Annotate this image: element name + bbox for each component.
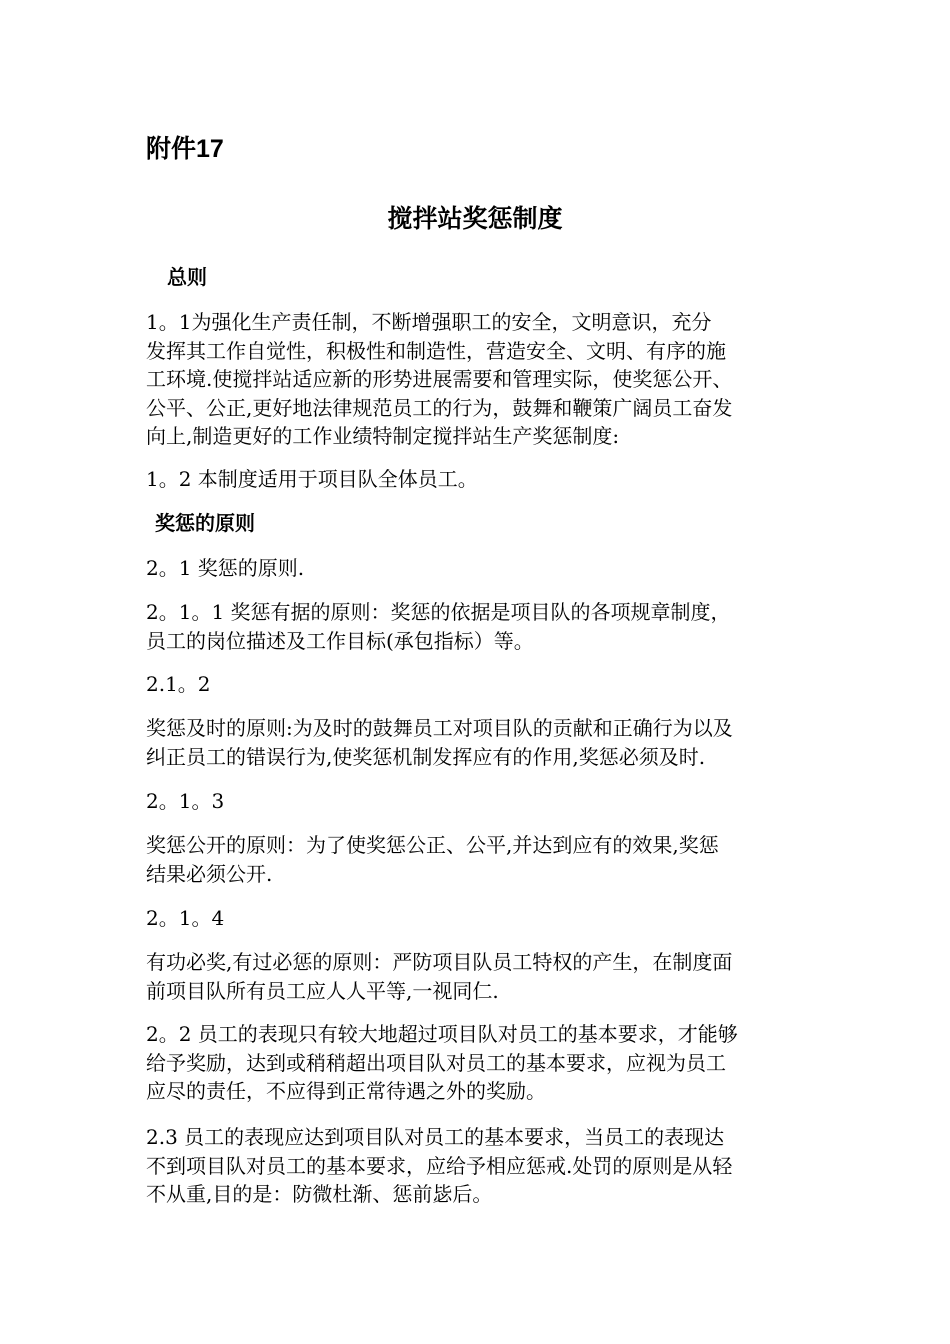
paragraph-2-1-3	[146, 831, 814, 888]
paragraph-line: 应尽的责任，不应得到正常待遇之外的奖励。	[146, 1079, 546, 1103]
paragraph-2-1-4	[146, 948, 814, 1005]
paragraph-2-1-2-number	[146, 670, 814, 699]
paragraph-line: 给予奖励，达到或稍稍超出项目队对员工的基本要求，应视为员工	[146, 1050, 726, 1075]
paragraph-2-2	[146, 1020, 814, 1106]
paragraph-1-2	[146, 465, 814, 494]
section-heading-general: 总则	[167, 267, 207, 289]
annex-label: 附件17	[146, 135, 224, 163]
paragraph-line: 2。1。3	[146, 789, 225, 813]
paragraph-line: 前项目队所有员工应人人平等,一视同仁.	[146, 978, 499, 1003]
paragraph-line: 发挥其工作自觉性，积极性和制造性，营造安全、文明、有序的施	[146, 338, 726, 363]
paragraph-line: 1。1为强化生产责任制，不断增强职工的安全，文明意识，充分	[146, 310, 712, 334]
paragraph-line: 奖惩公开的原则：为了使奖惩公正、公平,并达到应有的效果,奖惩	[146, 833, 719, 857]
section-heading-principles: 奖惩的原则	[155, 513, 255, 535]
paragraph-line: 工环境.使搅拌站适应新的形势进展需要和管理实际，使奖惩公开、	[146, 367, 733, 391]
paragraph-line: 有功必奖,有过必惩的原则：严防项目队员工特权的产生，在制度面	[146, 950, 733, 974]
paragraph-line: 2.1。2	[146, 672, 211, 696]
paragraph-2-1-3-number	[146, 787, 814, 816]
paragraph-line: 不到项目队对员工的基本要求，应给予相应惩戒.处罚的原则是从轻	[146, 1153, 733, 1178]
paragraph-line: 公平、公正,更好地法律规范员工的行为，鼓舞和鞭策广阔员工奋发	[146, 395, 733, 420]
paragraph-line: 2.3 员工的表现应达到项目队对员工的基本要求，当员工的表现达	[146, 1125, 725, 1149]
paragraph-2-1-2	[146, 714, 814, 771]
paragraph-line: 奖惩及时的原则:为及时的鼓舞员工对项目队的贡献和正确行为以及	[146, 716, 733, 740]
paragraph-1-1	[146, 308, 814, 451]
paragraph-line: 2。1 奖惩的原则.	[146, 556, 305, 580]
paragraph-2-1-4-number	[146, 904, 814, 933]
paragraph-2-1-1	[146, 598, 814, 655]
paragraph-line: 不从重,目的是：防微杜渐、惩前毖后。	[146, 1182, 493, 1206]
paragraph-line: 2。2 员工的表现只有较大地超过项目队对员工的基本要求，才能够	[146, 1022, 738, 1046]
paragraph-line: 2。1。1 奖惩有据的原则：奖惩的依据是项目队的各项规章制度，	[146, 600, 731, 624]
document-title-text: 搅拌站奖惩制度	[387, 205, 563, 233]
paragraph-line: 1。2 本制度适用于项目队全体员工。	[146, 467, 478, 491]
paragraph-2-1	[146, 554, 814, 583]
paragraph-line: 纠正员工的错误行为,使奖惩机制发挥应有的作用,奖惩必须及时.	[146, 744, 706, 769]
paragraph-2-3	[146, 1123, 814, 1209]
paragraph-line: 2。1。4	[146, 906, 225, 930]
document-title	[0, 202, 950, 236]
paragraph-line: 向上,制造更好的工作业绩特制定搅拌站生产奖惩制度:	[146, 424, 620, 448]
paragraph-line: 员工的岗位描述及工作目标(承包指标）等。	[146, 628, 534, 653]
paragraph-line: 结果必须公开.	[146, 861, 273, 886]
